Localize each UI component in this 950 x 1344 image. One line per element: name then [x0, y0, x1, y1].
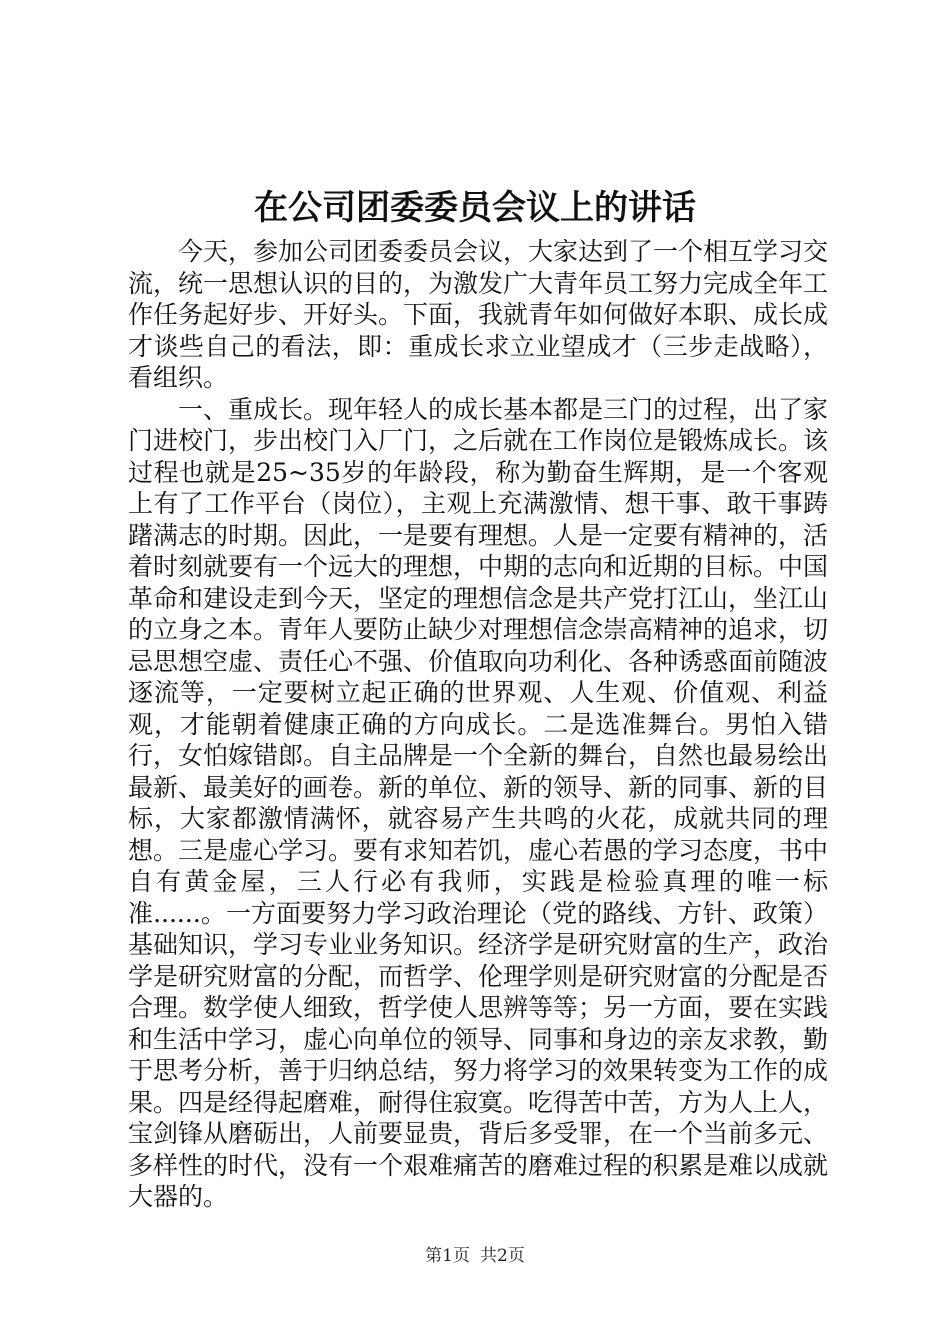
page-footer: [0, 1244, 950, 1268]
page-title: 在公司团委委员会议上的讲话: [254, 188, 696, 228]
page-number: 第1页: [425, 1246, 470, 1266]
page-total: 共2页: [480, 1246, 525, 1266]
paragraph: 今天，参加公司团委委员会议，大家达到了一个相互学习交流，统一思想认识的目的，为激发广大青年员工努力完成全年工作任务起好步、开好头。下面，我就青年如何做好本职、成长成才谈些自己的看法，即：重成长求立业望成才（三步走战略），看组织。: [128, 237, 829, 392]
document-body: [128, 236, 828, 1213]
paragraph: 一、重成长。现年轻人的成长基本都是三门的过程，出了家门进校门，步出校门入厂门，之后就在工作岗位是锻炼成长。该过程也就是25~35岁的年龄段，称为勤奋生辉期，是一个客观上有了工作平台（岗位），主观上充满激情、想干事、敢干事踌躇满志的时期。因此，一是要有理想。人是一定要有精神的，活着时刻就要有一个远大的理想，中期的志向和近期的目标。中国革命和建设走到今天，坚定的理想信念是共产党打江山，坐江山的立身之本。青年人要防止缺少对理想信念崇高精神的追求，切忌思想空虚、责任心不强、价值取向功利化、各种诱惑面前随波逐流等，一定要树立起正确的世界观、人生观、价值观、利益观，才能朝着健康正确的方向成长。二是选准舞台。男怕入错行，女怕嫁错郎。自主品牌是一个全新的舞台，自然也最易绘出最新、最美好的画卷。新的单位、新的领导、新的同事、新的目标，大家都激情满怀，就容易产生共鸣的火花，成就共同的理想。三是虚心学习。要有求知若饥，虚心若愚的学习态度，书中自有黄金屋，三人行必有我师，实践是检验真理的唯一标准......。一方面要努力学习政治理论（党的路线、方针、政策）基础知识，学习专业业务知识。经济学是研究财富的生产，政治学是研究财富的分配，而哲学、伦理学则是研究财富的分配是否合理。数学使人细致，哲学使人思辨等等；另一方面，要在实践和生活中学习，虚心向单位的领导、同事和身边的亲友求教，勤于思考分析，善于归纳总结，努力将学习的效果转变为工作的成果。四是经得起磨难，耐得住寂寞。吃得苦中苦，方为人上人，宝剑锋从磨砺出，人前要显贵，背后多受罪，在一个当前多元、多样性的时代，没有一个艰难痛苦的磨难过程的积累是难以成就大器的。: [128, 394, 829, 1211]
